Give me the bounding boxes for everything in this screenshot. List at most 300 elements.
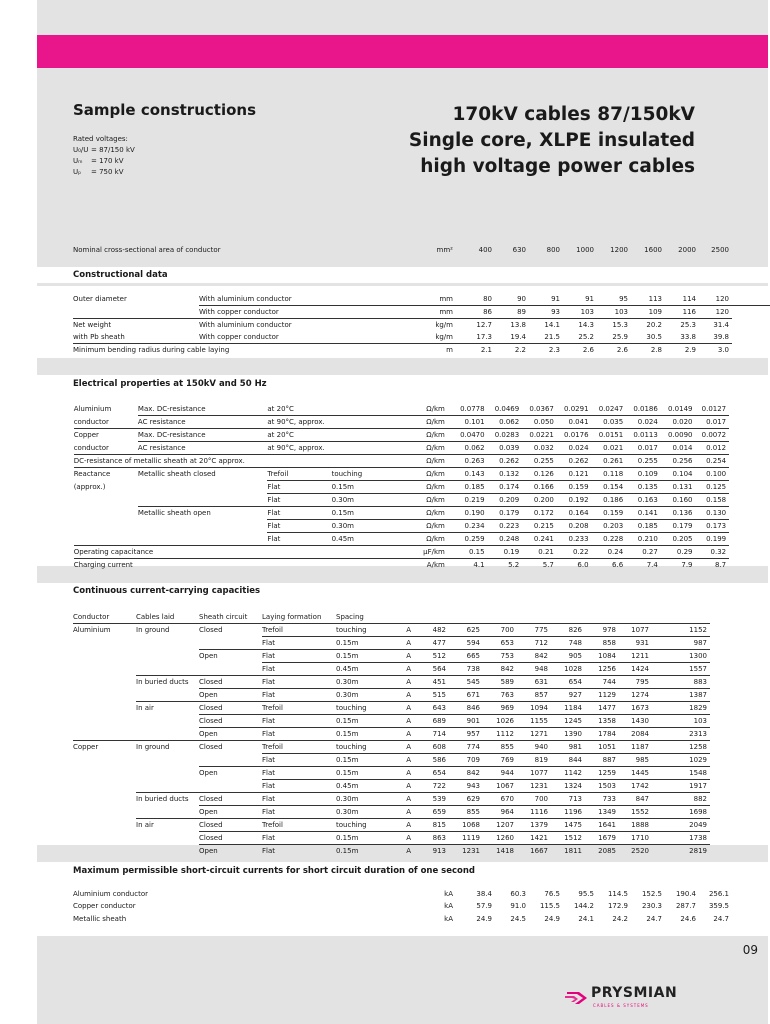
table-cell: 0.021	[592, 442, 627, 455]
table-cell	[710, 793, 768, 806]
table-cell	[73, 715, 136, 728]
table-cell	[37, 754, 73, 767]
table-cell: 700	[517, 793, 551, 806]
table-cell: 1917	[652, 780, 710, 793]
table-cell: 1424	[619, 663, 652, 676]
table-cell: 1811	[551, 845, 585, 858]
table-cell	[73, 767, 136, 780]
table-cell: 943	[449, 780, 483, 793]
table-cell: Trefoil	[267, 468, 331, 481]
table-cell	[136, 715, 199, 728]
table-cell	[136, 689, 199, 702]
table-cell	[710, 806, 768, 819]
table-cell: 1260	[483, 832, 517, 845]
table-cell: 1184	[551, 702, 585, 715]
table-cell: 1084	[585, 650, 619, 663]
table-cell	[729, 442, 768, 455]
table-cell: 842	[483, 663, 517, 676]
table-cell: 0.0247	[598, 405, 624, 413]
table-cell: 0.126	[522, 468, 557, 481]
table-cell	[37, 715, 73, 728]
table-cell: A	[377, 845, 415, 858]
table-cell: 0.262	[488, 455, 523, 468]
table-cell	[415, 611, 449, 624]
table-cell: 89	[495, 306, 529, 319]
table-cell	[729, 429, 768, 442]
table-cell: 1600	[644, 246, 662, 255]
table-cell: Open	[199, 650, 262, 663]
table-cell: 1418	[483, 845, 517, 858]
table-cell	[732, 888, 770, 900]
table-cell: 6.6	[592, 559, 627, 572]
table-cell: 30.5	[646, 333, 662, 341]
table-cell	[710, 715, 768, 728]
table-cell: 858	[585, 637, 619, 650]
table-cell	[37, 780, 73, 793]
table-cell: Closed	[199, 832, 262, 845]
table-cell: 0.263	[449, 455, 488, 468]
table-cell: 0.254	[696, 455, 730, 468]
table-cell	[37, 533, 74, 546]
table-row	[37, 416, 768, 429]
table-cell: 1026	[483, 715, 517, 728]
table-cell: Closed	[199, 793, 262, 806]
table-cell	[37, 741, 73, 754]
table-cell	[73, 689, 136, 702]
table-cell: 1155	[517, 715, 551, 728]
table-cell: 957	[449, 728, 483, 741]
table-cell	[37, 507, 74, 520]
table-cell: 0.29	[661, 546, 696, 559]
table-cell: Flat	[267, 533, 331, 546]
table-cell: Flat	[262, 689, 336, 702]
table-cell: 1742	[619, 780, 652, 793]
table-cell: 0.30m	[336, 689, 377, 702]
table-cell: In air	[136, 702, 199, 715]
electrical-properties-table	[37, 403, 768, 571]
page-title-line: Single core, XLPE insulated	[408, 130, 695, 151]
table-cell: 0.039	[488, 442, 523, 455]
table-cell: kA	[444, 914, 453, 923]
table-cell: with Pb sheath	[73, 333, 125, 341]
table-cell: Flat	[262, 767, 336, 780]
table-cell: A	[377, 715, 415, 728]
table-cell: 1379	[517, 819, 551, 832]
table-cell	[732, 331, 770, 344]
table-cell: 0.15m	[336, 715, 377, 728]
table-cell: 2049	[652, 819, 710, 832]
table-cell: 769	[483, 754, 517, 767]
table-cell: 190.4	[675, 890, 696, 899]
table-row	[37, 650, 768, 663]
table-cell: 0.0113	[626, 429, 661, 442]
table-cell: 0.0151	[592, 429, 627, 442]
table-cell: AC resistance	[138, 416, 267, 429]
table-row	[37, 900, 770, 912]
table-row	[37, 293, 770, 306]
table-cell	[74, 533, 138, 546]
table-cell: 256.1	[708, 890, 729, 899]
table-cell: 0.100	[696, 468, 730, 481]
table-row	[37, 244, 770, 256]
table-cell: 0.032	[522, 442, 557, 455]
table-row	[37, 888, 770, 900]
table-cell: 978	[585, 624, 619, 637]
table-cell	[710, 650, 768, 663]
page-number: 09	[742, 943, 758, 957]
table-cell: 0.200	[522, 494, 557, 507]
table-cell	[710, 832, 768, 845]
table-cell	[332, 429, 407, 442]
table-cell: 0.248	[488, 533, 523, 546]
table-cell: 6.0	[557, 559, 592, 572]
table-cell: touching	[332, 468, 407, 481]
table-cell: 0.174	[488, 481, 523, 494]
table-cell: In air	[136, 819, 199, 832]
table-cell: 39.8	[713, 333, 729, 341]
table-cell: 0.256	[661, 455, 696, 468]
table-cell: 539	[415, 793, 449, 806]
table-cell: 0.024	[557, 442, 592, 455]
table-cell	[136, 637, 199, 650]
table-cell	[729, 494, 768, 507]
table-cell	[377, 611, 415, 624]
table-cell	[199, 344, 426, 357]
table-cell: 0.159	[592, 507, 627, 520]
table-cell: 1784	[585, 728, 619, 741]
table-cell: 0.166	[522, 481, 557, 494]
table-cell: A	[377, 676, 415, 689]
table-cell: 0.30m	[336, 793, 377, 806]
table-cell: 116	[665, 306, 699, 319]
table-cell: 230.3	[641, 902, 662, 911]
table-cell: 120	[699, 306, 732, 319]
table-cell: 38.4	[476, 890, 492, 899]
table-cell: 2.2	[495, 344, 529, 357]
table-cell	[37, 702, 73, 715]
table-cell: 1667	[517, 845, 551, 858]
short-circuit-heading: Maximum permissible short-circuit currents for short circuit duration of one second	[73, 866, 476, 876]
table-cell: conductor	[73, 417, 109, 426]
table-cell: Ω/km	[407, 442, 449, 455]
table-cell: Flat	[262, 832, 336, 845]
table-cell: mm	[439, 295, 453, 303]
table-cell: 2520	[619, 845, 652, 858]
table-cell: 113	[648, 295, 662, 303]
constructional-heading: Constructional data	[73, 270, 168, 280]
table-cell: 0.179	[661, 520, 696, 533]
table-cell: 5.7	[522, 559, 557, 572]
table-cell: 0.0470	[449, 429, 488, 442]
table-cell: 0.22	[557, 546, 592, 559]
table-cell: 1430	[619, 715, 652, 728]
table-cell: at 20°C	[267, 429, 331, 442]
table-cell: Max. DC-resistance	[137, 405, 206, 413]
table-cell: 774	[449, 741, 483, 754]
table-cell: 1641	[585, 819, 619, 832]
table-cell: 515	[415, 689, 449, 702]
table-cell: 1477	[585, 702, 619, 715]
table-cell: 0.30m	[332, 494, 407, 507]
table-cell	[136, 728, 199, 741]
table-cell: 1068	[449, 819, 483, 832]
table-cell	[729, 455, 768, 468]
table-cell: Flat	[262, 676, 336, 689]
table-cell: 0.0778	[460, 405, 485, 413]
table-cell	[136, 845, 199, 858]
table-cell: Charging current	[74, 559, 138, 572]
table-cell	[729, 507, 768, 520]
nominal-size-table	[37, 244, 770, 256]
table-cell	[73, 663, 136, 676]
table-cell: Closed	[199, 741, 262, 754]
table-cell: Closed	[199, 819, 262, 832]
table-cell: Copper	[73, 741, 136, 754]
table-cell: Ω/km	[407, 468, 449, 481]
table-cell: 0.158	[696, 494, 730, 507]
table-cell: 103	[597, 306, 631, 319]
table-cell: 1300	[652, 650, 710, 663]
table-cell: 24.9	[544, 914, 560, 923]
table-cell: 0.234	[449, 520, 488, 533]
table-cell: 95.5	[578, 890, 594, 899]
table-cell: 152.5	[641, 890, 662, 899]
table-cell: 608	[415, 741, 449, 754]
table-cell: AC resistance	[138, 442, 267, 455]
table-row	[37, 331, 770, 344]
table-cell: 733	[585, 793, 619, 806]
table-cell: 1187	[619, 741, 652, 754]
table-cell: 0.223	[488, 520, 523, 533]
table-cell: Metallic sheath open	[138, 507, 267, 520]
table-cell: 0.163	[626, 494, 661, 507]
table-cell	[732, 913, 770, 925]
table-cell: 1000	[576, 246, 594, 255]
table-cell: Trefoil	[262, 741, 336, 754]
table-cell	[37, 559, 74, 572]
table-cell: 512	[415, 650, 449, 663]
table-cell	[37, 442, 74, 455]
table-cell: Open	[199, 689, 262, 702]
table-cell	[37, 676, 73, 689]
table-cell	[37, 293, 73, 306]
table-cell: 109	[631, 306, 665, 319]
table-cell	[37, 306, 73, 319]
table-cell	[729, 546, 768, 559]
table-cell: Copper	[74, 429, 138, 442]
accent-bar	[37, 35, 768, 68]
table-cell	[710, 676, 768, 689]
table-cell: Flat	[262, 728, 336, 741]
table-cell: 1888	[619, 819, 652, 832]
table-cell: 1324	[551, 780, 585, 793]
table-cell: 1552	[619, 806, 652, 819]
table-cell: 1116	[517, 806, 551, 819]
table-cell: A	[377, 754, 415, 767]
table-cell: 1211	[619, 650, 652, 663]
table-cell: Closed	[199, 702, 262, 715]
table-row	[37, 689, 768, 702]
table-cell: 0.0283	[488, 429, 523, 442]
table-cell: Flat	[262, 754, 336, 767]
table-cell	[332, 403, 407, 416]
table-cell	[732, 319, 770, 332]
table-cell: Reactance	[74, 468, 138, 481]
table-row	[37, 468, 768, 481]
table-cell: 0.017	[626, 442, 661, 455]
table-cell	[136, 767, 199, 780]
table-cell: Ω/km	[426, 405, 445, 413]
table-cell: touching	[336, 741, 377, 754]
table-row	[37, 702, 768, 715]
table-cell: A/km	[407, 559, 449, 572]
table-cell: 713	[551, 793, 585, 806]
table-cell	[37, 637, 73, 650]
table-cell: 2085	[585, 845, 619, 858]
table-cell: Max. DC-resistance	[138, 429, 267, 442]
table-cell: 964	[483, 806, 517, 819]
table-cell: 25.2	[578, 333, 594, 341]
table-cell: 714	[415, 728, 449, 741]
table-cell: 0.130	[696, 507, 730, 520]
table-row	[37, 754, 768, 767]
table-cell: 0.143	[449, 468, 488, 481]
table-cell: 8.7	[696, 559, 730, 572]
table-cell	[732, 344, 770, 357]
table-cell: 775	[517, 624, 551, 637]
table-cell: Ω/km	[407, 533, 449, 546]
table-cell	[73, 637, 136, 650]
table-cell	[37, 494, 74, 507]
table-cell	[74, 494, 138, 507]
table-cell	[73, 702, 136, 715]
table-cell: 0.135	[626, 481, 661, 494]
table-cell: 882	[652, 793, 710, 806]
table-cell: at 90°C, approx.	[267, 416, 331, 429]
table-cell: 700	[483, 624, 517, 637]
table-cell	[729, 416, 768, 429]
table-cell: 0.15m	[336, 767, 377, 780]
table-cell: kA	[444, 890, 453, 899]
table-cell: 0.062	[488, 416, 523, 429]
table-row	[37, 559, 768, 572]
table-cell: 144.2	[573, 902, 594, 911]
table-row	[37, 663, 768, 676]
table-cell: 359.5	[708, 902, 729, 911]
table-cell	[710, 689, 768, 702]
table-row	[37, 455, 768, 468]
table-cell: 0.0149	[668, 405, 693, 413]
table-cell: Aluminium conductor	[73, 890, 148, 899]
table-cell: 659	[415, 806, 449, 819]
table-cell: Open	[199, 728, 262, 741]
table-cell: 0.30m	[336, 676, 377, 689]
table-cell: 985	[619, 754, 652, 767]
table-cell: 103	[652, 715, 710, 728]
table-row	[37, 442, 768, 455]
table-cell: Flat	[262, 806, 336, 819]
table-cell: Flat	[262, 845, 336, 858]
table-cell: 0.141	[626, 507, 661, 520]
table-cell: In buried ducts	[136, 676, 199, 689]
table-cell: 4.1	[449, 559, 488, 572]
table-cell: Copper conductor	[73, 902, 136, 911]
table-cell: 1028	[551, 663, 585, 676]
table-cell: 815	[415, 819, 449, 832]
table-cell	[732, 244, 770, 256]
table-cell	[729, 559, 768, 572]
table-cell: 0.109	[626, 468, 661, 481]
table-cell: 0.0221	[522, 429, 557, 442]
table-cell	[37, 331, 73, 344]
table-cell	[517, 611, 551, 624]
table-cell: 931	[619, 637, 652, 650]
table-cell	[37, 689, 73, 702]
table-cell	[37, 455, 74, 468]
table-cell: 855	[449, 806, 483, 819]
table-cell: 1152	[652, 624, 710, 637]
table-cell	[73, 728, 136, 741]
table-cell: at 90°C, approx.	[267, 442, 331, 455]
table-cell: Ω/km	[407, 520, 449, 533]
table-cell: 20.2	[631, 319, 665, 332]
table-cell: 631	[517, 676, 551, 689]
table-cell: 0.173	[696, 520, 730, 533]
table-cell	[332, 442, 407, 455]
table-cell: 1673	[619, 702, 652, 715]
table-cell	[138, 559, 267, 572]
table-cell: touching	[336, 819, 377, 832]
table-cell	[37, 416, 74, 429]
table-cell	[73, 819, 136, 832]
table-cell: A	[377, 650, 415, 663]
table-cell: 795	[619, 676, 652, 689]
table-cell: A	[377, 780, 415, 793]
table-cell: 1119	[449, 832, 483, 845]
table-cell: 1548	[652, 767, 710, 780]
table-cell: 0.192	[557, 494, 592, 507]
table-cell: 24.1	[578, 914, 594, 923]
table-cell	[729, 468, 768, 481]
table-cell: 0.45m	[336, 780, 377, 793]
table-cell: 625	[449, 624, 483, 637]
table-cell: Aluminium	[73, 405, 112, 414]
table-cell: 0.19	[488, 546, 523, 559]
table-cell: Aluminium	[73, 624, 136, 637]
table-cell: 482	[415, 624, 449, 637]
table-cell	[37, 403, 74, 416]
table-cell: 477	[415, 637, 449, 650]
table-cell	[710, 780, 768, 793]
table-cell	[37, 663, 73, 676]
table-cell: Laying formation	[262, 613, 322, 621]
table-row	[37, 533, 768, 546]
table-cell: Trefoil	[262, 702, 336, 715]
table-cell	[332, 559, 407, 572]
table-cell: 1077	[619, 624, 652, 637]
table-cell: 15.3	[597, 319, 631, 332]
table-cell: 0.190	[449, 507, 488, 520]
table-cell: 0.125	[696, 481, 730, 494]
table-cell: 671	[449, 689, 483, 702]
table-cell: 0.104	[661, 468, 696, 481]
brand-name: PRYSMIAN	[591, 985, 678, 1001]
table-cell	[710, 767, 768, 780]
table-cell: 0.154	[592, 481, 627, 494]
table-cell: Metallic sheath closed	[138, 468, 267, 481]
table-cell: 0.136	[661, 507, 696, 520]
table-cell: 0.32	[696, 546, 730, 559]
